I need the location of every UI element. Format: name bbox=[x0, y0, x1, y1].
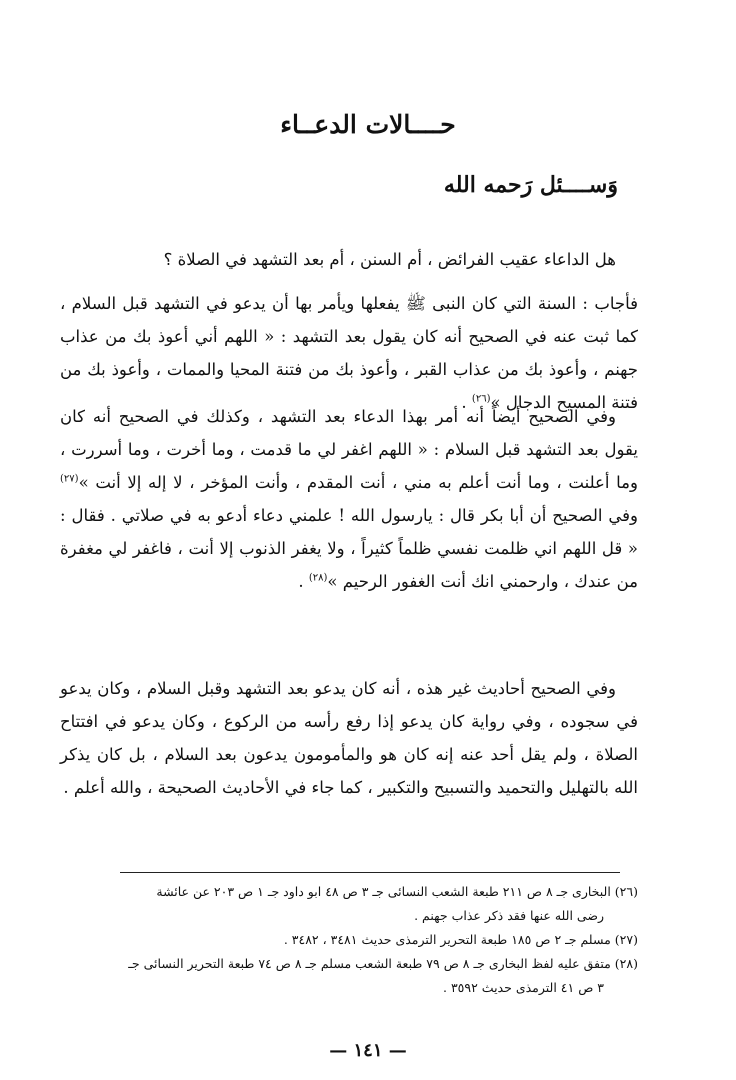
paragraph-end: . bbox=[298, 572, 309, 591]
paragraph-text: هل الداعاء عقيب الفرائض ، أم السنن ، أم بعد التشهد في الصلاة ؟ bbox=[163, 250, 616, 269]
paragraph-question bbox=[60, 243, 638, 276]
footnotes bbox=[60, 880, 638, 1000]
footnote-divider bbox=[120, 872, 620, 873]
footnote-ref[interactable]: (٢٨) bbox=[308, 572, 328, 584]
paragraph-hadith bbox=[60, 400, 638, 598]
footnote bbox=[60, 952, 638, 1000]
section-subtitle: وَســــئل رَحمه الله bbox=[443, 172, 618, 198]
footnote-ref[interactable]: (٢٧) bbox=[60, 473, 79, 485]
footnote-continuation: رضى الله عنها فقد ذكر عذاب جهنم . bbox=[414, 908, 604, 923]
paragraph-text: فأجاب : السنة التي كان النبى ﷺ يفعلها ويأمر بها أن يدعو في التشهد قبل السلام ، كما ثبت عنه في الصحيح أنه كان يقول بعد التشهد : « اللهم أني أعوذ بك من عذاب جهنم ، وأعوذ بك من عذاب القبر ، وأعوذ بك من فتنة المحيا والممات ، وأعوذ بك من فتنة المسيح الدجال » bbox=[60, 294, 638, 412]
footnote bbox=[60, 880, 638, 928]
footnote-continuation: ٣ ص ٤١ الترمذى حديث ٣٥٩٢ . bbox=[443, 980, 604, 995]
paragraph-text: وفي الصحيح أيضاً أنه أمر بهذا الدعاء بعد التشهد ، وكذلك في الصحيح أنه كان يقول بعد التشهد قبل السلام : « اللهم اغفر لي ما قدمت ، وما أخرت ، وما أسررت ، وما أعلنت ، وما أنت أعلم به مني ، أنت المقدم ، وأنت المؤخر ، لا إله إلا أنت » bbox=[60, 407, 638, 492]
paragraph-end: . bbox=[461, 393, 472, 412]
footnote-ref[interactable]: (٢٦) bbox=[471, 393, 491, 405]
footnote-number: (٢٨) bbox=[614, 956, 638, 971]
paragraph-conclusion bbox=[60, 672, 638, 804]
footnote-text: متفق عليه لفظ البخارى جـ ٨ ص ٧٩ طبعة الشعب مسلم جـ ٨ ص ٧٤ طبعة التحرير النسائى جـ bbox=[128, 956, 611, 971]
paragraph-text: وفي الصحيح أن أبا بكر قال : يارسول الله ! علمني دعاء أدعو به في صلاتي . فقال : « قل اللهم اني ظلمت نفسي ظلماً كثيراً ، ولا يغفر الذنوب إلا أنت ، فاغفر لي مغفرة من عندك ، وارحمني انك أنت الغفور الرحيم » bbox=[60, 506, 638, 591]
page-title: حــــالات الدعــاء bbox=[280, 110, 456, 139]
footnote-number: (٢٦) bbox=[614, 884, 638, 899]
footnote bbox=[60, 928, 638, 952]
footnote-number: (٢٧) bbox=[614, 932, 638, 947]
page-number: — ١٤١ — bbox=[329, 1040, 407, 1061]
paragraph-text: وفي الصحيح أحاديث غير هذه ، أنه كان يدعو بعد التشهد وقبل السلام ، وكان يدعو في سجوده ، وفي رواية كان يدعو إذا رفع رأسه من الركوع ، وكان يدعو في افتتاح الصلاة ، ولم يقل أحد عنه إنه كان هو والمأمومون يدعون بعد السلام ، بل كان يذكر الله بالتهليل والتحميد والتسبيح والتكبير ، كما جاء في الأحاديث الصحيحة ، والله أعلم . bbox=[60, 679, 638, 797]
footnote-text: مسلم جـ ٢ ص ١٨٥ طبعة التحرير الترمذى حديث ٣٤٨١ ، ٣٤٨٢ . bbox=[283, 932, 611, 947]
footnote-text: البخارى جـ ٨ ص ٢١١ طبعة الشعب النسائى جـ ٣ ص ٤٨ ابو داود جـ ١ ص ٢٠٣ عن عائشة bbox=[156, 884, 611, 899]
